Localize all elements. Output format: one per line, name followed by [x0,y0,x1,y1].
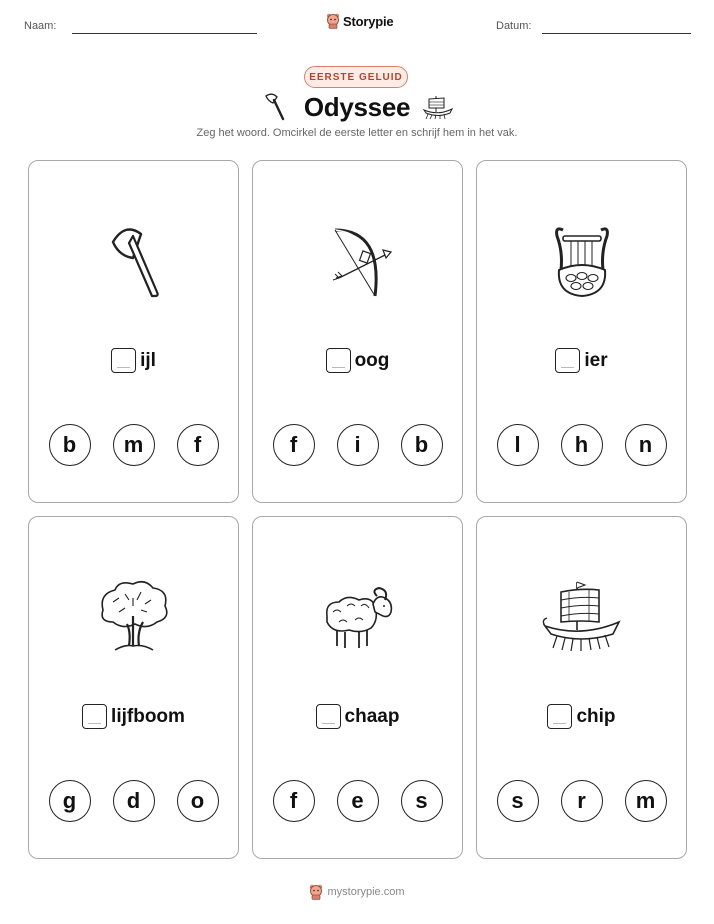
letter-choice[interactable]: o [177,780,219,822]
word-card [252,160,463,503]
letter-choice[interactable]: n [625,424,667,466]
letter-choice[interactable]: e [337,780,379,822]
letter-choice[interactable]: g [49,780,91,822]
word-ending: chip [576,705,616,727]
letter-choice[interactable]: l [497,424,539,466]
word-ending: ier [584,349,608,371]
footer-site-link[interactable]: mystorypie.com [327,886,405,898]
olive-tree-icon [89,572,179,662]
instructions-text: Zeg het woord. Omcirkel de eerste letter en schrijf hem in het vak. [196,127,518,139]
greek-ship-icon [537,572,627,662]
word-card [476,516,687,859]
letter-choice[interactable]: m [113,424,155,466]
category-badge: EERSTE GELUID [304,66,408,88]
letter-choice[interactable]: b [49,424,91,466]
letter-choice[interactable]: h [561,424,603,466]
answer-box[interactable] [316,704,341,729]
bow-and-arrow-icon [313,216,403,306]
word-ending: chaap [344,705,400,727]
letter-choice[interactable]: s [497,780,539,822]
answer-box[interactable] [326,348,351,373]
letter-choice[interactable]: s [401,780,443,822]
lyre-icon [537,216,627,306]
answer-box[interactable] [111,348,136,373]
bear-mascot-icon [309,884,323,900]
answer-box[interactable] [82,704,107,729]
ram-sheep-icon [313,572,403,662]
letter-choice[interactable]: d [113,780,155,822]
storypie-logo [326,13,393,29]
letter-choice[interactable]: f [177,424,219,466]
name-label: Naam: [24,20,57,32]
name-write-line[interactable] [72,33,257,34]
answer-box[interactable] [555,348,580,373]
letter-choice[interactable]: b [401,424,443,466]
brand-name: Storypie [343,13,394,29]
bear-mascot-icon [326,13,340,29]
page-title: Odyssee [303,92,411,122]
worksheet-header [0,0,714,50]
word-card [476,160,687,503]
word-card [252,516,463,859]
word-card [28,516,239,859]
axe-icon [89,216,179,306]
letter-choice[interactable]: r [561,780,603,822]
letter-choice[interactable]: f [273,780,315,822]
word-ending: oog [354,349,390,371]
footer [0,884,714,900]
word-card [28,160,239,503]
date-write-line[interactable] [542,33,691,34]
letter-choice[interactable]: f [273,424,315,466]
title-row [0,92,714,126]
date-label: Datum: [496,20,532,32]
greek-ship-icon [422,94,454,120]
answer-box[interactable] [547,704,572,729]
letter-choice[interactable]: m [625,780,667,822]
word-ending: ijl [140,349,156,371]
letter-choice[interactable]: i [337,424,379,466]
word-ending: lijfboom [111,705,185,727]
